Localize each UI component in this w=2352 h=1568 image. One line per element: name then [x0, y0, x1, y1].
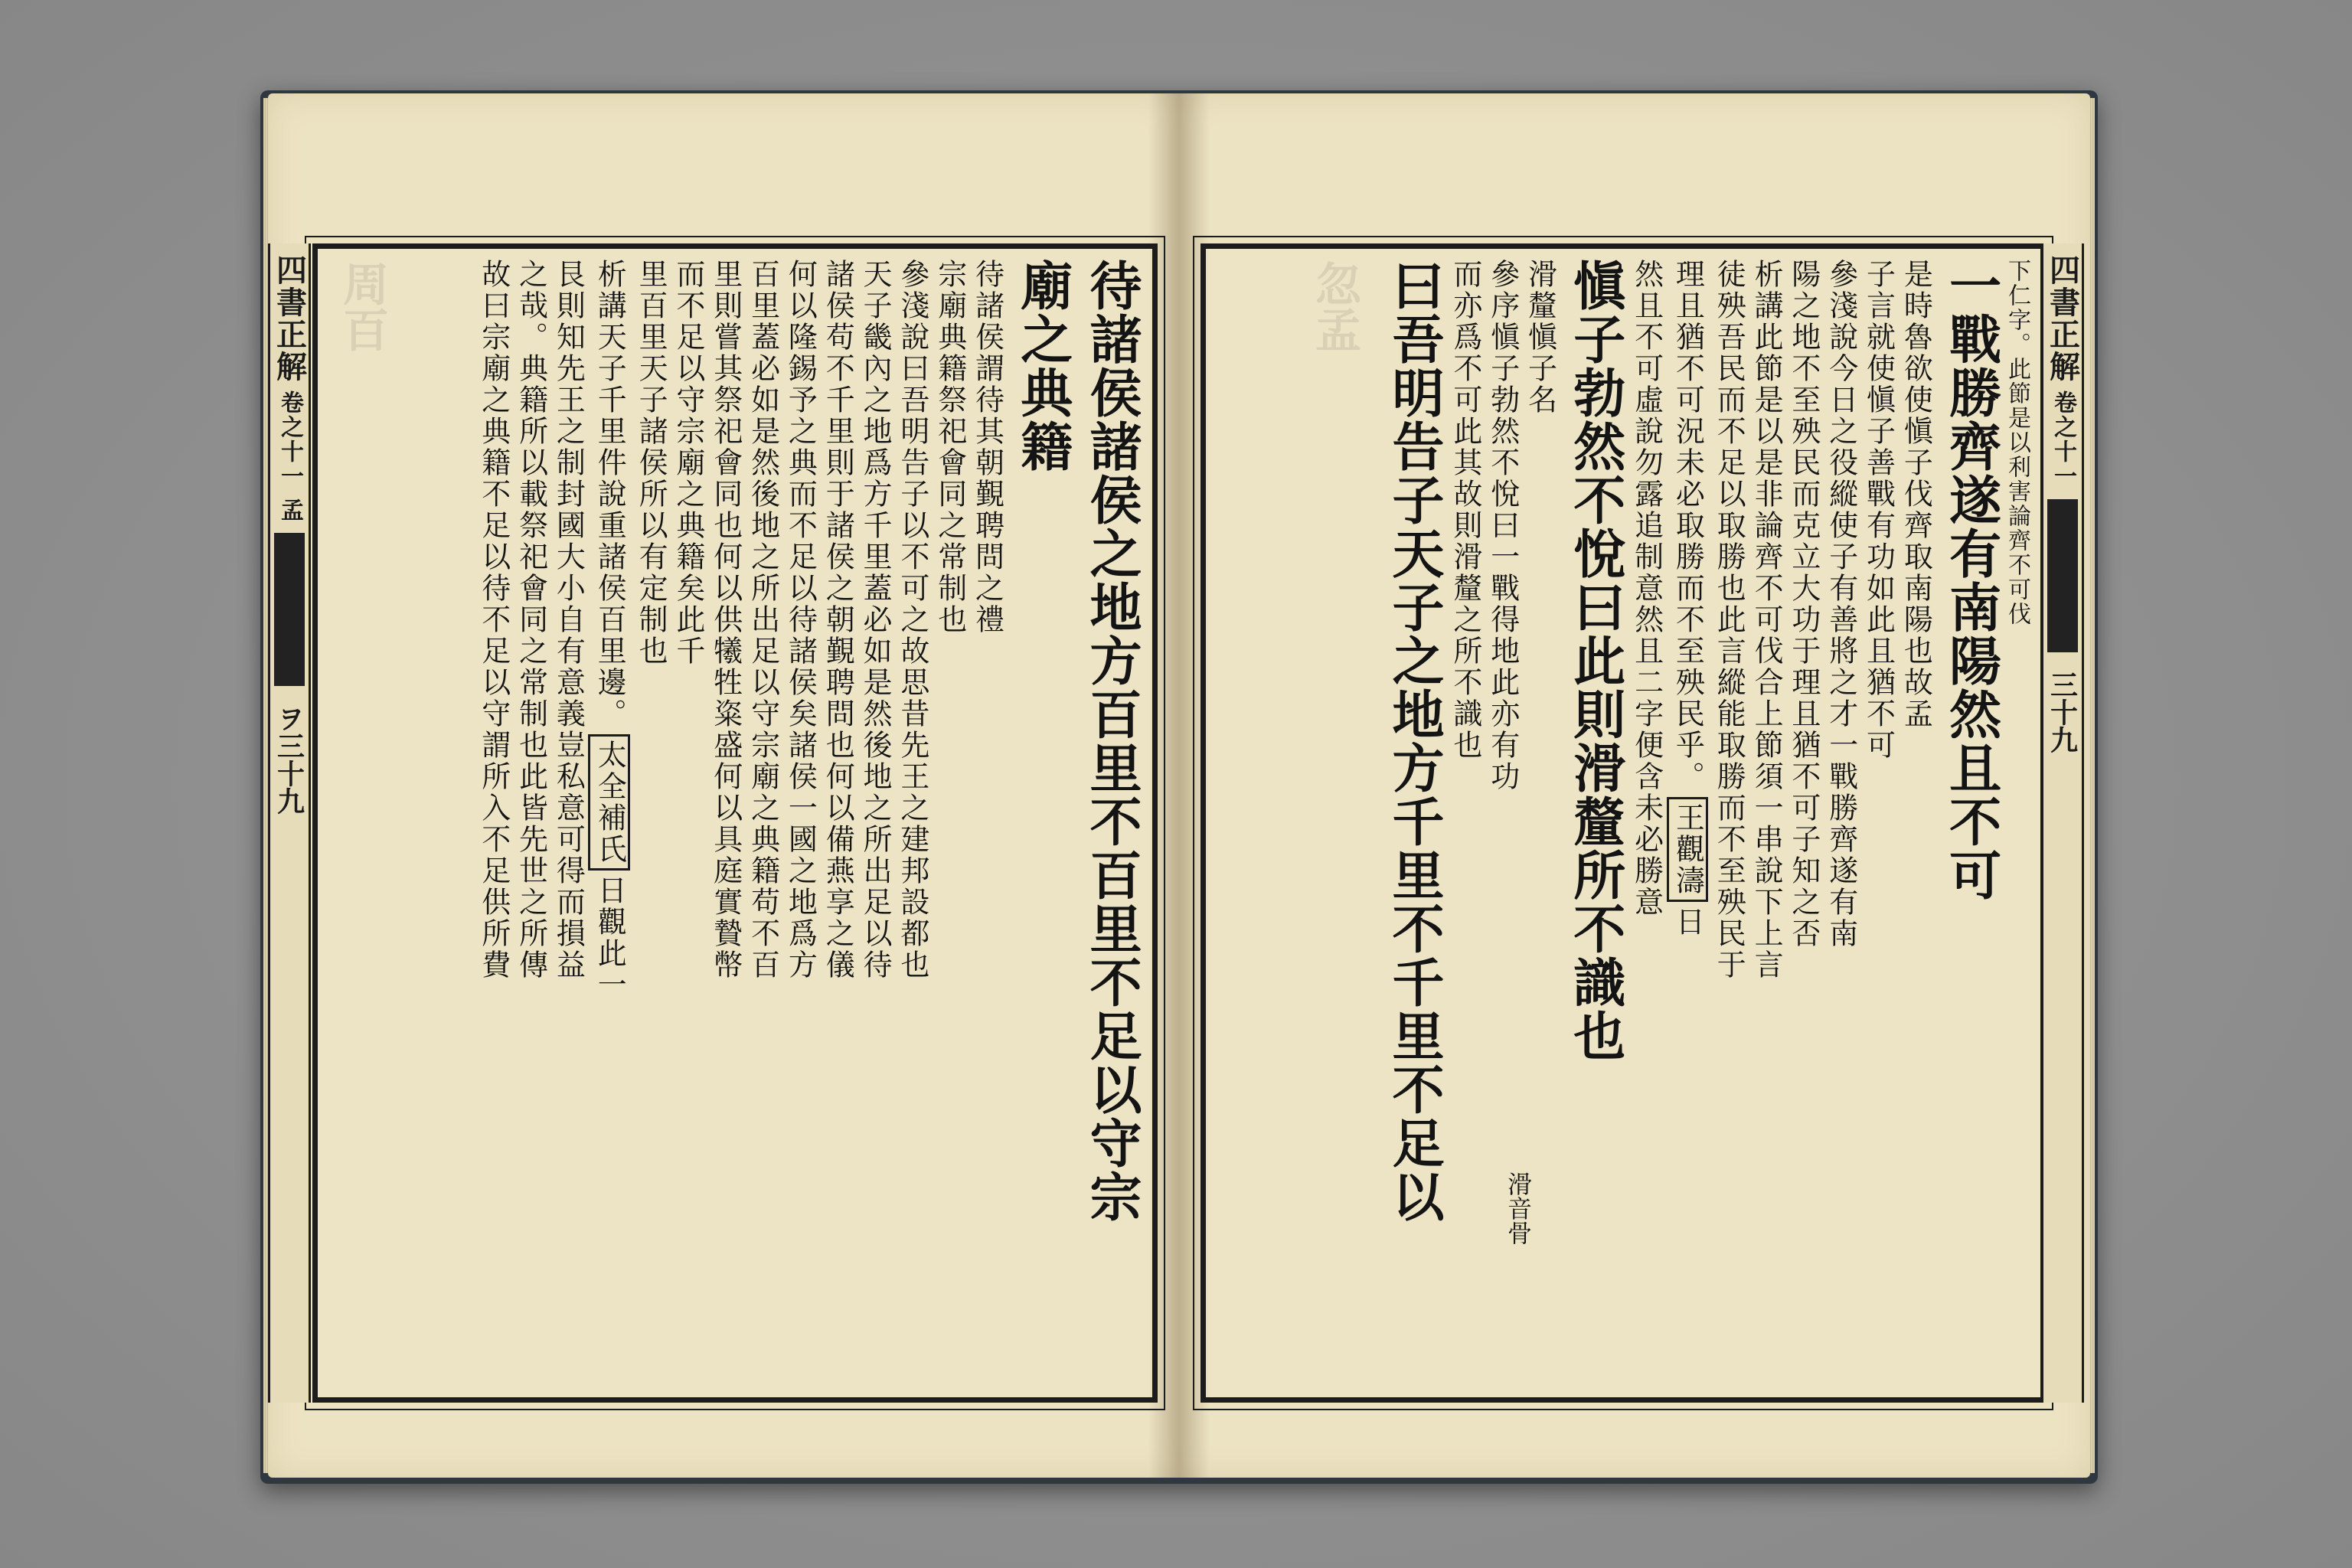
left-boxed-label: 太全補氏	[588, 734, 630, 871]
left-margin-title: 四書正解	[271, 254, 308, 383]
left-small-column: 待諸侯謂待其朝覲聘問之禮	[970, 259, 1004, 635]
right-boxed-after: 日	[1671, 906, 1705, 938]
left-margin-black-bar	[274, 533, 305, 686]
right-small-column-text: 理且猶不可況未必取勝而不至殃民乎。	[1671, 259, 1705, 792]
left-small-column-text: 析講天子千里件說重諸侯百里邊。	[593, 259, 627, 730]
right-note-column: 參序愼子勃然不悅曰一戰得地此亦有功	[1485, 259, 1520, 792]
left-small-column: 而不足以守宗廟之典籍矣此千	[671, 259, 705, 667]
right-small-column: 然且不可虛說勿露追制意然且二字便含未必勝意	[1629, 259, 1664, 918]
left-small-column-text: 里百里天子諸侯所以有定制也	[634, 259, 668, 667]
left-small-column: 之哉。典籍所以載祭祀會同之常制也此皆先世之所傳	[514, 259, 548, 981]
right-big-column-2: 愼子勃然不悅曰此則滑釐所不識也	[1564, 259, 1626, 1063]
left-text-block	[338, 259, 1142, 1384]
right-foot-note: 滑音骨	[1504, 1171, 1533, 1245]
left-margin-sub: 卷之十一 孟	[276, 390, 303, 523]
right-small-column: 是時魯欲使愼子伐齊取南陽也故孟	[1899, 259, 1933, 730]
right-small-column: 徒殃吾民而不足以取勝也此言縱能取勝而不至殃民于	[1712, 259, 1746, 981]
left-big-column-1: 待諸侯諸侯之地方百里不百里不足以守宗	[1081, 259, 1142, 1223]
right-small-column	[1667, 259, 1709, 1384]
right-big-column-1: 一戰勝齊遂有南陽然且不可	[1940, 259, 2002, 902]
left-small-column: 何以隆錫予之典而不足以待諸侯矣諸侯一國之地爲方	[783, 259, 818, 981]
right-boxed-label: 王觀濤	[1667, 797, 1709, 902]
left-small-column: 天子畿內之地爲方千里蓋必如是然後地之所出足以待	[858, 259, 893, 981]
right-margin-column	[2041, 243, 2084, 1403]
right-margin-black-bar	[2047, 499, 2078, 652]
right-margin-sub: 卷之十一	[2050, 390, 2076, 488]
right-small-column: 陽之地不至殃民而克立大功于理且猶不可子知之否	[1786, 259, 1821, 949]
right-small-column: 子言就使愼子善戰有功如此且猶不可	[1861, 259, 1896, 761]
left-small-column: 百里蓋必如是然後地之所出足以守宗廟之典籍苟不百	[746, 259, 780, 981]
right-small-column: 析講此節是以是非論齊不可伐合上節須一串說下上言	[1749, 259, 1784, 981]
left-small-column	[588, 259, 630, 1384]
left-small-column: 故曰宗廟之典籍不足以待不足以守謂所入不足供所費	[476, 259, 511, 981]
left-small-column	[633, 259, 668, 1384]
left-small-column: 參淺說曰吾明告子以不可之故思昔先王之建邦設都也	[895, 259, 929, 981]
left-small-column: 諸侯苟不千里則于諸侯之朝覲聘問也何以備燕享之儀	[821, 259, 855, 981]
left-small-column: 宗廟典籍祭祀會同之常制也	[933, 259, 967, 635]
right-text-block	[1227, 259, 2030, 1384]
right-big-column-3: 曰吾明告子天子之地方千里不千里不足以	[1383, 259, 1446, 1223]
right-margin-title: 四書正解	[2044, 254, 2081, 383]
left-margin-page-number: ヲ三十九	[273, 704, 305, 815]
right-note-column: 滑釐愼子名	[1523, 259, 1557, 416]
left-small-column: 里則嘗其祭祀會同也何以供犧牲粢盛何以具庭實贄幣	[708, 259, 743, 981]
left-big-column-2: 廟之典籍	[1011, 259, 1073, 473]
right-small-column: 參淺說今日之役縱使子有善將之才一戰勝齊遂有南	[1824, 259, 1858, 949]
left-margin-column	[268, 243, 311, 1403]
left-small-column: 艮則知先王之制封國大小自有意義豈私意可得而損益	[551, 259, 586, 981]
right-margin-page-number: 三十九	[2046, 671, 2079, 753]
right-note-column: 而亦爲不可此其故則滑釐之所不識也	[1448, 259, 1482, 761]
right-top-note: 下仁字。此節是以利害論齊不可伐	[2004, 259, 2030, 626]
left-boxed-after: 日觀此一	[593, 875, 627, 1001]
